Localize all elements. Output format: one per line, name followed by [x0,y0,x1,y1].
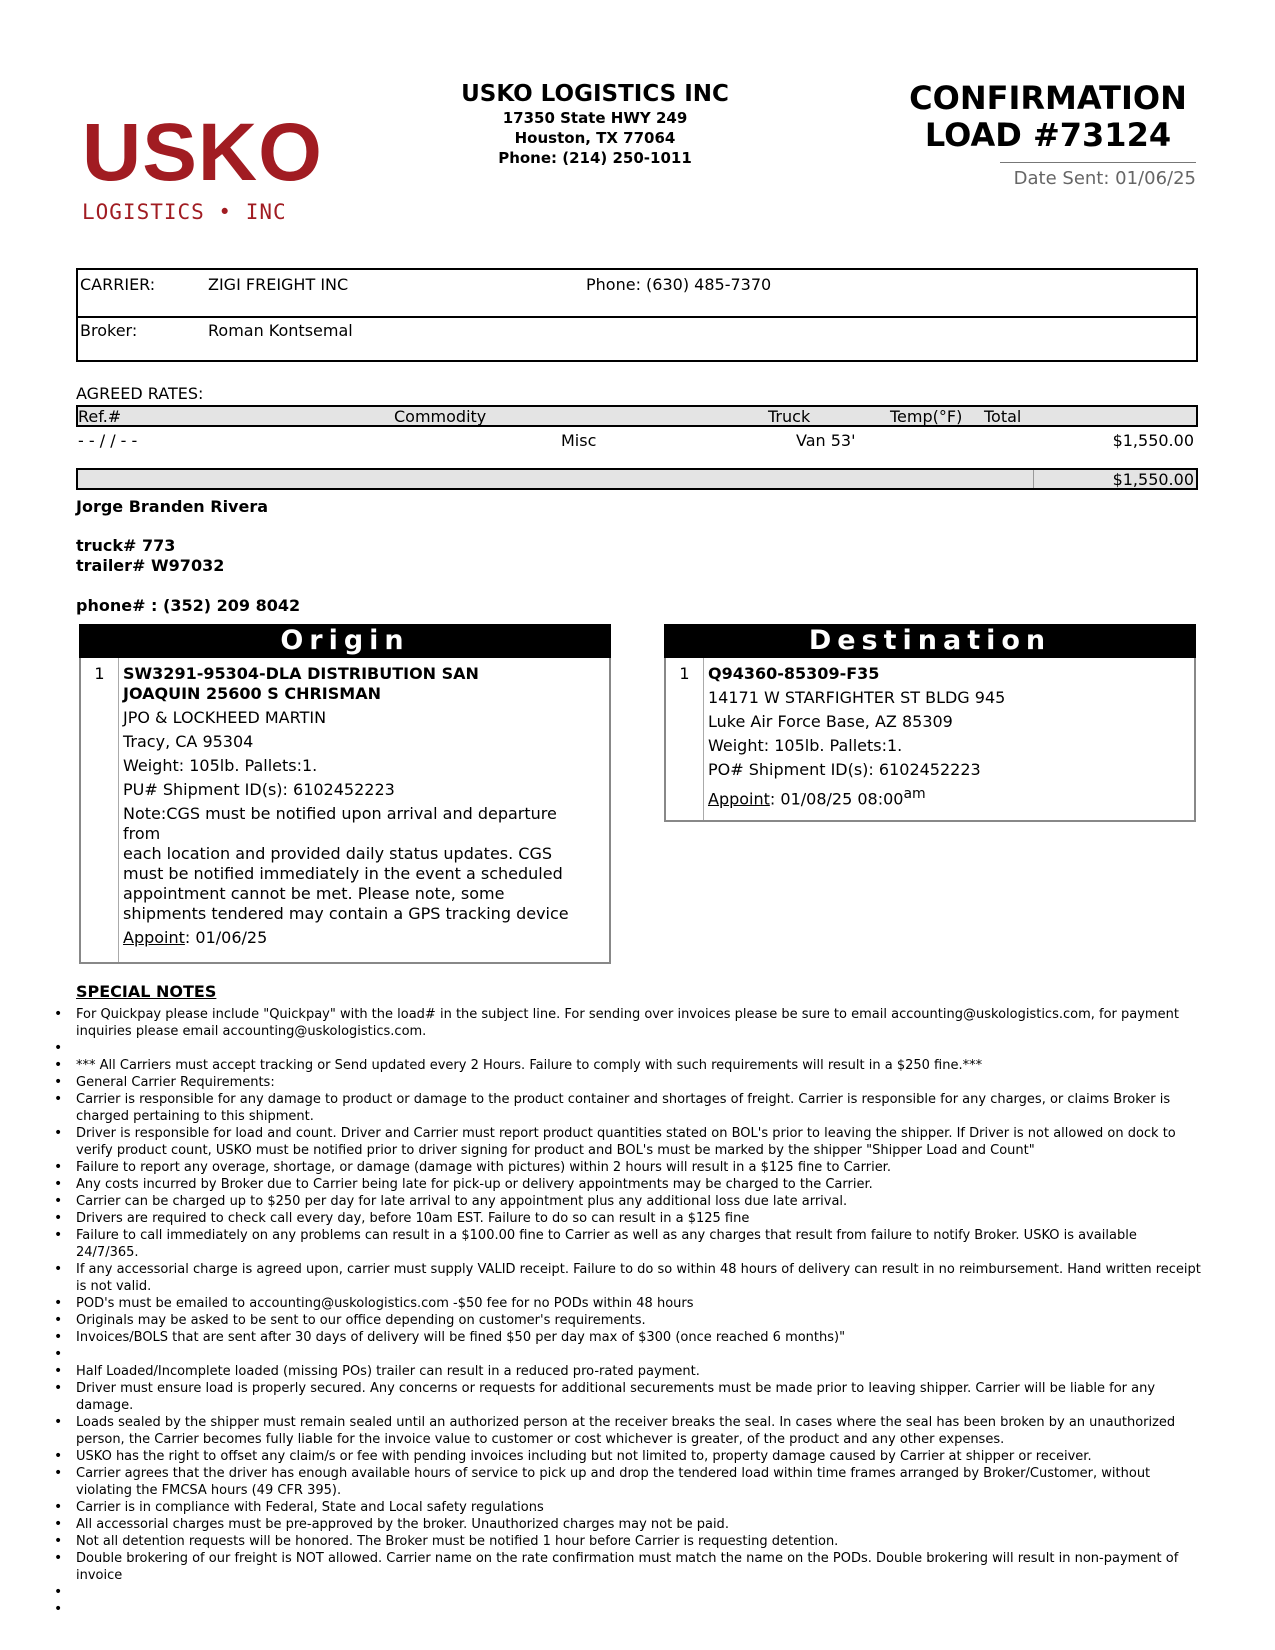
date-sent: Date Sent: 01/06/25 [1013,168,1196,189]
special-note-item: • General Carrier Requirements: [40,1074,1202,1091]
origin-details [123,664,603,948]
special-note-item: • Not all detention requests will be honored. The Broker must be notified 1 hour before Carrier is requesting detention. [40,1533,1202,1550]
origin-title: Origin [79,624,611,658]
row-ref: - - / / - - [78,431,138,450]
origin-note-line: must be notified immediately in the event a scheduled [123,864,563,883]
origin-note-line: each location and provided daily status updates. CGS [123,844,553,863]
destination-address-2: Luke Air Force Base, AZ 85309 [708,712,953,731]
special-note-item: • Carrier is in compliance with Federal, State and Local safety regulations [40,1499,1202,1516]
destination-appointment [708,784,1188,809]
row-truck: Van 53' [796,431,856,450]
special-notes-title: SPECIAL NOTES [76,982,217,1001]
logo-subtext: LOGISTICS • INC [82,200,287,224]
company-name: USKO LOGISTICS INC [461,81,729,107]
confirmation-title [900,80,1196,154]
company-header [440,80,750,168]
appoint-value: : 01/06/25 [184,928,268,947]
company-phone: Phone: (214) 250-1011 [498,149,692,167]
special-note-item: • Carrier agrees that the driver has enough available hours of service to pick up and drop the tendered load within time frames arranged by Broker/Customer, without violating the FMCSA hours (49 CFR 395). [40,1465,1202,1499]
destination-address-1: 14171 W STARFIGHTER ST BLDG 945 [708,688,1006,707]
origin-appointment [123,928,603,948]
header-truck: Truck [768,407,811,426]
special-note-item: • Double brokering of our freight is NOT allowed. Carrier name on the rate confirmation must match the name on the PODs. Double brokering will result in non-payment of invoice [40,1550,1202,1584]
origin-shipment-ids: PU# Shipment ID(s): 6102452223 [123,780,395,799]
trailer-number: trailer# W97032 [76,556,225,575]
special-note-item [40,1584,1202,1601]
header-total: Total [984,407,1022,426]
appoint-value: : 01/08/25 08:00 [769,789,904,809]
appoint-label: Appoint [123,928,185,947]
logo-wordmark: USKO [82,107,323,198]
broker-name: Roman Kontsemal [208,321,353,340]
special-note-item: • Driver is responsible for load and count. Driver and Carrier must report product quantities stated on BOL's prior to leaving the shipper. If Driver is not allowed on dock to verify product count, USKO must be notified prior to driver signing for product and BOL's must be marked by the shipper "Shipper Load and Count" [40,1125,1202,1159]
special-note-item: • Failure to report any overage, shortage, or damage (damage with pictures) within 2 hours will result in a $125 fine to Carrier. [40,1159,1202,1176]
origin-address-1: JPO & LOCKHEED MARTIN [123,708,327,727]
special-note-item: • Loads sealed by the shipper must remain sealed until an authorized person at the receiver breaks the seal. In cases where the seal has been broken by an unauthorized person, the Carrier becomes fully liable for the invoice value to customer or cost whichever is greater, of the product and any other expenses. [40,1414,1202,1448]
destination-weight: Weight: 105lb. Pallets:1. [708,736,903,755]
origin-address-2: Tracy, CA 95304 [123,732,254,751]
destination-body [664,658,1196,822]
origin-panel [79,624,611,964]
truck-number: truck# 773 [76,536,176,555]
special-note-item: • Drivers are required to check call every day, before 10am EST. Failure to do so can result in a $125 fine [40,1210,1202,1227]
header-ref: Ref.# [78,407,122,426]
origin-note [123,804,603,924]
header-commodity: Commodity [394,407,487,426]
special-note-item: • Failure to call immediately on any problems can result in a $100.00 fine to Carrier as well as any charges that result from failure to notify Broker. USKO is available 24/7/365. [40,1227,1202,1261]
broker-label: Broker: [80,321,138,340]
company-address-1: 17350 State HWY 249 [502,109,688,127]
rates-total-row [76,468,1198,490]
title-divider [1000,162,1196,163]
header-temp: Temp(°F) [890,407,963,426]
special-note-item: • *** All Carriers must accept tracking or Send updated every 2 Hours. Failure to comply with such requirements will result in a $250 fine.*** [40,1057,1202,1074]
origin-name-line1: SW3291-95304-DLA DISTRIBUTION SAN [123,664,479,683]
special-note-item [40,1346,1202,1363]
special-note-item: • All accessorial charges must be pre-approved by the broker. Unauthorized charges may not be paid. [40,1516,1202,1533]
row-total: $1,550.00 [1112,431,1194,450]
appoint-suffix: am [903,786,926,802]
special-note-item: • For Quickpay please include "Quickpay" with the load# in the subject line. For sending over invoices please be sure to email accounting@uskologistics.com, for payment inquiries please email accounting@uskologistics.com. [40,1006,1202,1040]
special-note-item: • Carrier can be charged up to $250 per day for late arrival to any appointment plus any additional loss due late arrival. [40,1193,1202,1210]
carrier-box [76,268,1198,362]
stop-number: 1 [81,658,119,962]
origin-note-line: Note:CGS must be notified upon arrival and departure [123,804,557,823]
company-address-2: Houston, TX 77064 [514,129,676,147]
company-logo [82,107,323,232]
rates-header [76,405,1198,427]
destination-name: Q94360-85309-F35 [708,664,880,683]
special-note-item: • USKO has the right to offset any claim/s or fee with pending invoices including but not limited to, property damage caused by Carrier at shipper or receiver. [40,1448,1202,1465]
origin-name-line2: JOAQUIN 25600 S CHRISMAN [123,684,381,703]
destination-shipment-ids: PO# Shipment ID(s): 6102452223 [708,760,981,779]
origin-note-line: from [123,824,161,843]
special-notes-list [40,1006,1202,1618]
special-note-item: • POD's must be emailed to accounting@uskologistics.com -$50 fee for no PODs within 48 hours [40,1295,1202,1312]
special-note-item: • Originals may be asked to be sent to our office depending on customer's requirements. [40,1312,1202,1329]
rates-row [76,431,1198,455]
carrier-phone: Phone: (630) 485-7370 [586,275,772,294]
stop-number: 1 [666,658,704,820]
destination-panel [664,624,1196,822]
origin-body [79,658,611,964]
special-note-item [40,1601,1202,1618]
carrier-row [78,270,1196,318]
carrier-name: ZIGI FREIGHT INC [208,275,349,294]
driver-phone: phone# : (352) 209 8042 [76,596,301,615]
broker-row [78,316,1196,362]
special-note-item: • Carrier is responsible for any damage to product or damage to the product container and shortages of freight. Carrier is responsible for any charges, or claims Broker is charged pertaining to this shipment. [40,1091,1202,1125]
row-commodity: Misc [561,431,597,450]
destination-title: Destination [664,624,1196,658]
origin-note-line: shipments tendered may contain a GPS tracking device [123,904,569,923]
confirmation-title-line1: CONFIRMATION [909,79,1187,117]
destination-details [708,664,1188,809]
grand-total: $1,550.00 [1033,470,1196,488]
driver-name: Jorge Branden Rivera [76,497,269,516]
origin-note-line: appointment cannot be met. Please note, some [123,884,505,903]
carrier-label: CARRIER: [80,275,156,294]
special-note-item: • Driver must ensure load is properly secured. Any concerns or requests for additional securements must be made prior to leaving shipper. Carrier will be liable for any damage. [40,1380,1202,1414]
special-note-item: • Half Loaded/Incomplete loaded (missing POs) trailer can result in a reduced pro-rated payment. [40,1363,1202,1380]
special-note-item: • Invoices/BOLS that are sent after 30 days of delivery will be fined $50 per day max of $300 (once reached 6 months)" [40,1329,1202,1346]
agreed-rates-label: AGREED RATES: [76,384,204,403]
origin-weight: Weight: 105lb. Pallets:1. [123,756,318,775]
special-note-item [40,1040,1202,1057]
load-number: LOAD #73124 [924,116,1172,154]
appoint-label: Appoint [708,789,770,809]
special-note-item: • If any accessorial charge is agreed upon, carrier must supply VALID receipt. Failure to do so within 48 hours of delivery can result in no reimbursement. Hand written receipt is not valid. [40,1261,1202,1295]
special-note-item: • Any costs incurred by Broker due to Carrier being late for pick-up or delivery appointments may be charged to the Carrier. [40,1176,1202,1193]
